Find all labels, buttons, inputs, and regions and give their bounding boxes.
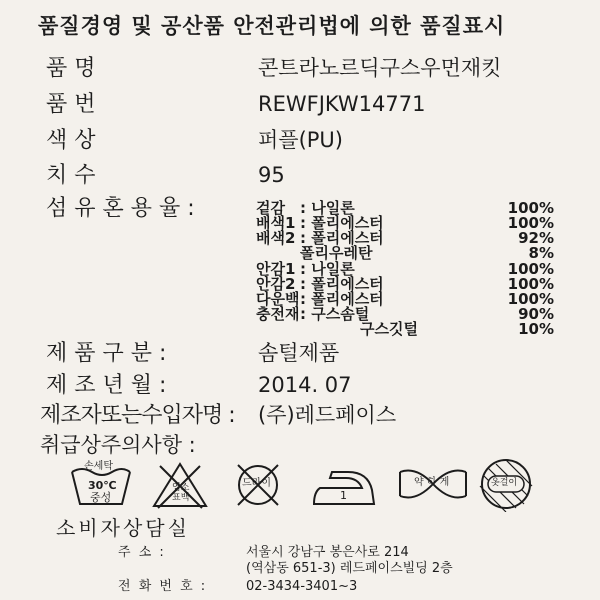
fiber-material: : 구스솜털 (300, 305, 370, 323)
fiber-part: 배색1 (256, 214, 296, 232)
fiber-part: 충전재 (256, 305, 300, 323)
care-title: 취급상주의사항 : (40, 433, 196, 457)
color-label: 색 상 (46, 128, 96, 153)
manufacture-date-value: 2014. 07 (258, 373, 352, 397)
no-bleach-icon (150, 460, 210, 510)
wring-gently-icon (396, 462, 470, 506)
fiber-material: : 나일론 (300, 260, 355, 278)
fiber-part: 겉감 (256, 199, 285, 217)
phone-label: 전 화 번 호 : (118, 579, 208, 594)
size-value: 95 (258, 163, 285, 187)
fiber-pct: 100% (507, 199, 554, 217)
manufacturer-label: 제조자또는수입자명 : (40, 403, 235, 428)
fiber-material: : 폴리에스터 (300, 214, 384, 232)
manufacture-date-label: 제 조 년 월 : (46, 373, 167, 398)
fiber-part: 안감2 (256, 275, 296, 293)
product-name-value: 콘트라노르딕구스우먼재킷 (258, 56, 502, 80)
fiber-material: : 폴리에스터 (300, 229, 384, 247)
fiber-pct: 100% (507, 214, 554, 232)
bleach-text-2: 표백 (172, 493, 190, 503)
fiber-part: 배색2 (256, 229, 296, 247)
wring-text: 약 하 게 (414, 477, 450, 488)
fiber-material: : 폴리에스터 (300, 275, 384, 293)
hand-wash-icon (68, 460, 134, 508)
fiber-material: : 폴리에스터 (300, 290, 384, 308)
label-title: 품질경영 및 공산품 안전관리법에 의한 품질표시 (38, 14, 506, 38)
manufacturer-value: (주)레드페이스 (258, 403, 397, 427)
fiber-pct: 8% (528, 244, 554, 262)
color-value: 퍼플(PU) (258, 128, 343, 152)
fiber-part: 다운백 (256, 290, 300, 308)
fiber-pct: 92% (518, 229, 554, 247)
fiber-material: 구스깃털 (360, 320, 418, 338)
shade-text: 옷걸이 (491, 478, 518, 488)
product-type-value: 솜털제품 (258, 341, 340, 365)
fiber-pct: 100% (507, 275, 554, 293)
product-code-value: REWFJKW14771 (258, 92, 426, 116)
size-label: 치 수 (46, 163, 96, 188)
product-name-label: 품 명 (46, 56, 96, 81)
iron-icon (308, 464, 380, 510)
iron-level: 1 (340, 489, 347, 502)
fiber-pct: 10% (518, 320, 554, 338)
wash-detergent: 중성 (90, 491, 112, 504)
fiber-pct: 100% (507, 290, 554, 308)
fiber-label: 섬 유 혼 용 율 : (46, 196, 195, 221)
address-label: 주 소 : (118, 545, 166, 560)
fiber-pct: 100% (507, 260, 554, 278)
address-line-2: (역삼동 651-3) 레드페이스빌딩 2층 (246, 561, 453, 576)
wash-text: 손세탁 (84, 461, 113, 472)
bleach-text-1: 염소 (172, 483, 190, 493)
product-type-label: 제 품 구 분 : (46, 341, 167, 366)
fiber-material: 폴리우레탄 (300, 244, 373, 262)
fiber-material: : 나일론 (300, 199, 355, 217)
shade-dry-icon (476, 456, 536, 512)
fiber-part: 안감1 (256, 260, 296, 278)
no-dry-clean-icon (230, 460, 286, 510)
product-code-label: 품 번 (46, 92, 96, 117)
address-line-1: 서울시 강남구 봉은사로 214 (246, 545, 409, 560)
fiber-pct: 90% (518, 305, 554, 323)
wash-temp: 30℃ (88, 479, 117, 492)
dry-text: 드라이 (242, 478, 271, 489)
phone-value: 02-3434-3401~3 (246, 579, 358, 594)
consumer-center-title: 소비자상담실 (56, 516, 190, 540)
